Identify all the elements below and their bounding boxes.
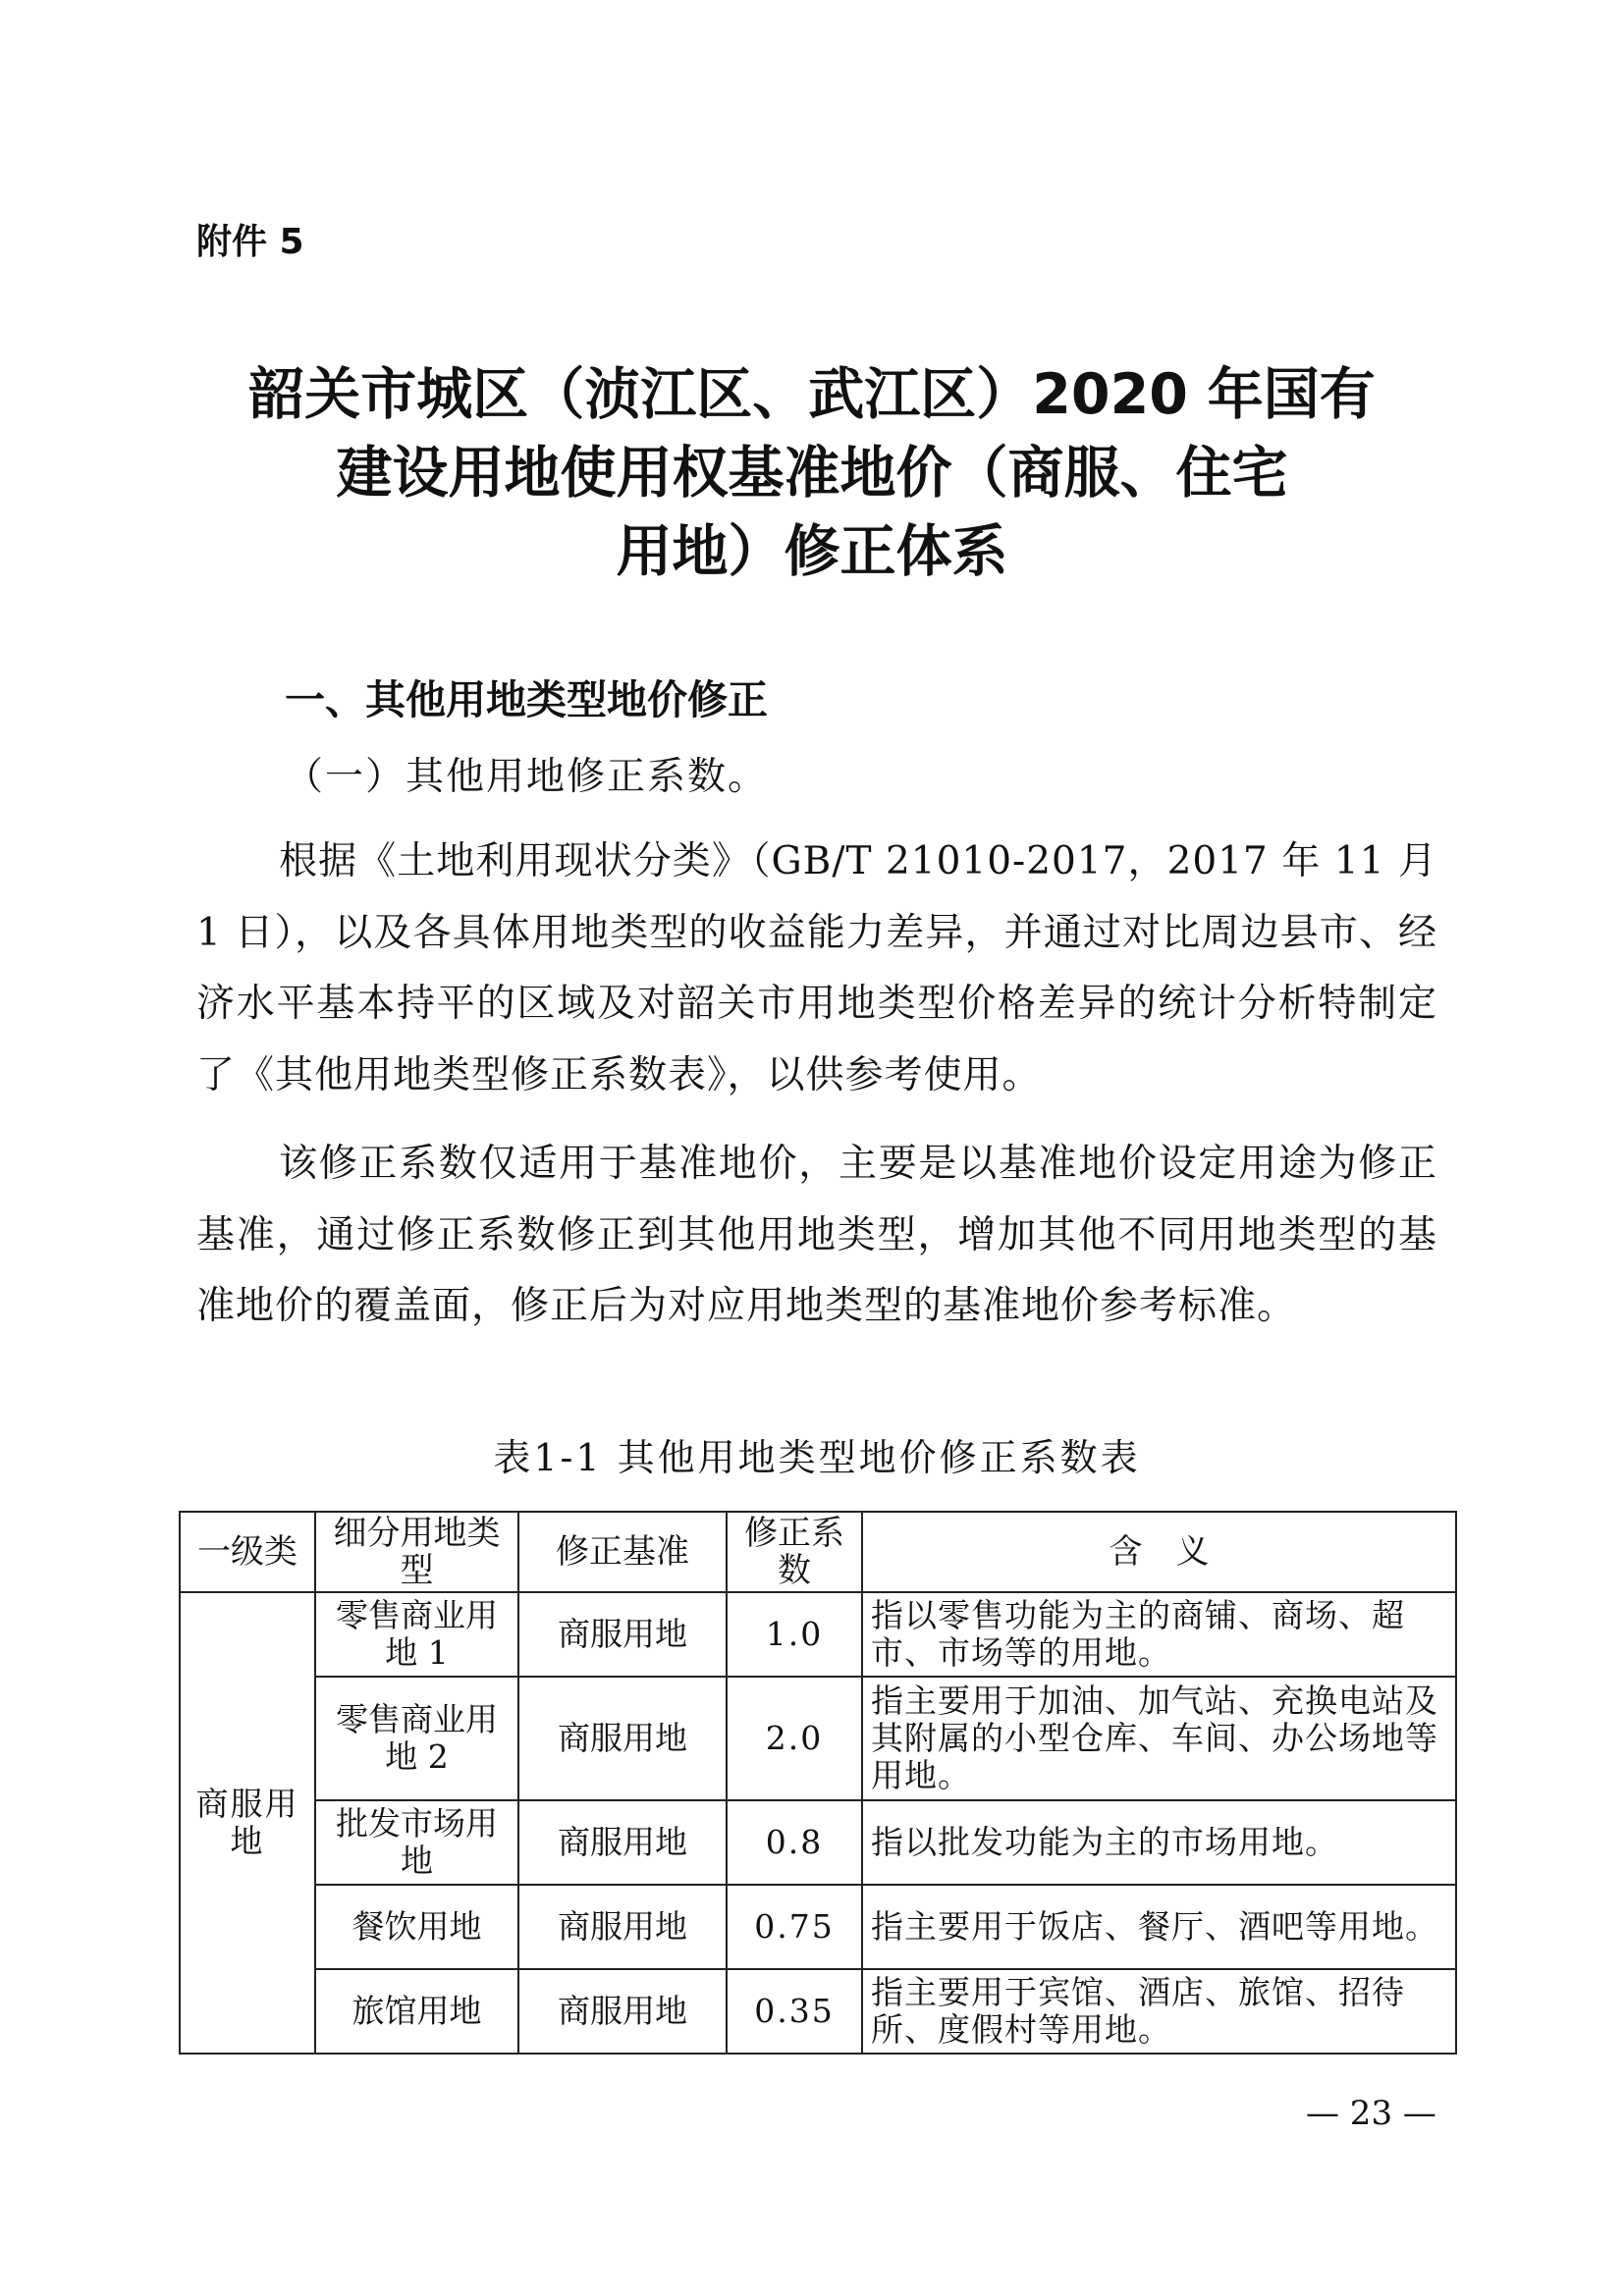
table-header-row <box>180 1512 1456 1592</box>
basis-cell: 商服用地 <box>518 1677 727 1800</box>
category-cell: 商服用地 <box>180 1592 315 2054</box>
page-number: — 23 — <box>1306 2094 1436 2133</box>
subtype-cell: 餐饮用地 <box>315 1885 518 1969</box>
coefficient-cell: 1.0 <box>727 1592 862 1677</box>
basis-cell: 商服用地 <box>518 1592 727 1677</box>
paragraph-basis: 根据《土地利用现状分类》（GB/T 21010-2017，2017 年 11 月 1 日），以及各具体用地类型的收益能力差异，并通过对比周边县市、经济水平基本持平的区域及对韶关市用地类型价格差异的统计分析特制定了《其他用地类型修正系数表》，以供参考使用。 <box>196 839 1437 1097</box>
document-title <box>177 355 1447 591</box>
table-caption: 表1-1 其他用地类型地价修正系数表 <box>493 1436 1141 1479</box>
basis-cell: 商服用地 <box>518 1969 727 2054</box>
title-line-2: 建设用地使用权基准地价（商服、住宅 <box>336 441 1288 506</box>
header-subtype: 细分用地类型 <box>315 1512 518 1592</box>
basis-cell: 商服用地 <box>518 1800 727 1885</box>
coefficient-cell: 2.0 <box>727 1677 862 1800</box>
header-meaning: 含 义 <box>862 1512 1456 1592</box>
subtype-cell: 零售商业用地 1 <box>315 1592 518 1677</box>
table-row <box>180 1885 1456 1969</box>
coefficient-cell: 0.75 <box>727 1885 862 1969</box>
subsection-heading: （一）其他用地修正系数。 <box>285 755 769 799</box>
table-row <box>180 1969 1456 2054</box>
subtype-cell: 旅馆用地 <box>315 1969 518 2054</box>
header-basis: 修正基准 <box>518 1512 727 1592</box>
meaning-cell: 指以批发功能为主的市场用地。 <box>862 1800 1456 1885</box>
subtype-cell: 批发市场用地 <box>315 1800 518 1885</box>
basis-cell: 商服用地 <box>518 1885 727 1969</box>
coefficient-cell: 0.8 <box>727 1800 862 1885</box>
meaning-cell: 指以零售功能为主的商铺、商场、超市、市场等的用地。 <box>862 1592 1456 1677</box>
attachment-label: 附件 5 <box>196 222 304 262</box>
table-row <box>180 1677 1456 1800</box>
meaning-cell: 指主要用于宾馆、酒店、旅馆、招待所、度假村等用地。 <box>862 1969 1456 2054</box>
header-level1: 一级类 <box>180 1512 315 1592</box>
subtype-cell: 零售商业用地 2 <box>315 1677 518 1800</box>
section-heading: 一、其他用地类型地价修正 <box>285 676 768 723</box>
header-coefficient: 修正系数 <box>727 1512 862 1592</box>
meaning-cell: 指主要用于饭店、餐厅、酒吧等用地。 <box>862 1885 1456 1969</box>
title-line-3: 用地）修正体系 <box>616 519 1008 584</box>
paragraph-scope: 该修正系数仅适用于基准地价，主要是以基准地价设定用途为修正基准，通过修正系数修正到其他用地类型，增加其他不同用地类型的基准地价的覆盖面，修正后为对应用地类型的基准地价参考标准。 <box>196 1142 1437 1328</box>
title-line-1: 韶关市城区（浈江区、武江区）2020 年国有 <box>248 362 1376 427</box>
meaning-cell: 指主要用于加油、加气站、充换电站及其附属的小型仓库、车间、办公场地等用地。 <box>862 1677 1456 1800</box>
coefficient-cell: 0.35 <box>727 1969 862 2054</box>
correction-coefficient-table <box>179 1511 1457 2055</box>
table-row <box>180 1800 1456 1885</box>
table-row <box>180 1592 1456 1677</box>
